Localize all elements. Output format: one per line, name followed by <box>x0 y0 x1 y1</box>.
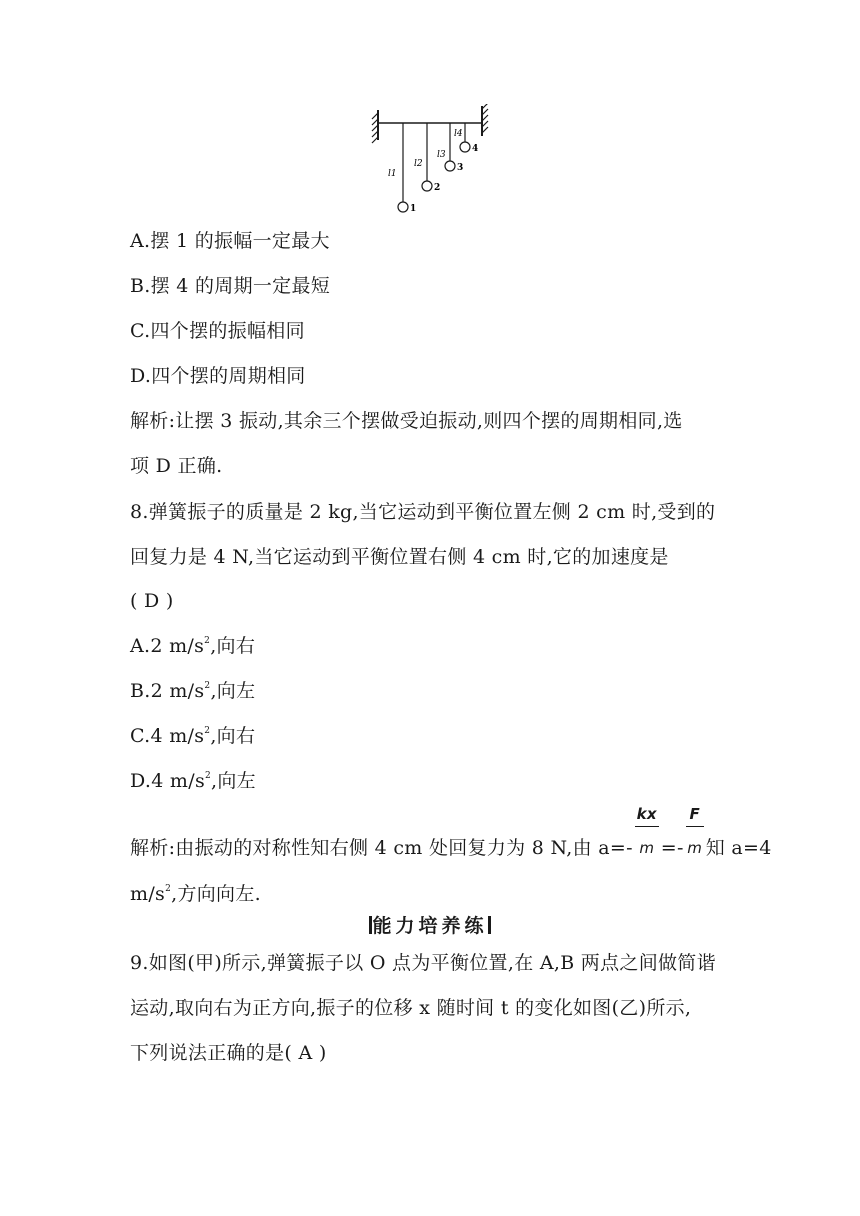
q8-stem-line1: 8.弹簧振子的质量是 2 kg,当它运动到平衡位置左侧 2 cm 时,受到的 <box>130 501 716 523</box>
q7-analysis-line1: 解析:让摆 3 振动,其余三个摆做受迫振动,则四个摆的周期相同,选 <box>130 410 683 432</box>
label-l1: l1 <box>388 169 397 179</box>
section-title <box>0 914 860 938</box>
q8-analysis-line1 <box>130 805 772 860</box>
fraction-bar <box>635 826 659 827</box>
label-l3: l3 <box>437 150 446 160</box>
bob-number-1: 1 <box>410 204 417 214</box>
q9-line3: 下列说法正确的是( A ) <box>130 1042 327 1064</box>
q8-option-a-sup: 2 <box>204 636 211 646</box>
fraction-bar <box>686 826 704 827</box>
bob-number-4: 4 <box>472 144 479 154</box>
q8-option-d <box>130 769 256 793</box>
fraction-f-numerator: F <box>689 805 701 823</box>
fraction-kx-denominator: m <box>639 839 655 857</box>
pendulum-bob-4 <box>460 142 470 152</box>
q8-analysis-unit: m/s <box>130 883 166 905</box>
q7-option-c: C.四个摆的振幅相同 <box>130 320 305 342</box>
q8-option-d-sup: 2 <box>205 771 212 781</box>
q8-option-b <box>130 679 255 703</box>
q9-line1: 9.如图(甲)所示,弹簧振子以 O 点为平衡位置,在 A,B 两点之间做简谐 <box>130 952 716 974</box>
q8-analysis-end: ,方向向左. <box>171 883 261 905</box>
q8-analysis-pre: 解析:由振动的对称性知右侧 4 cm 处回复力为 8 N,由 a=- <box>130 837 633 859</box>
q8-analysis-post: 知 a=4 <box>705 837 772 859</box>
q7-option-d: D.四个摆的周期相同 <box>130 365 306 387</box>
q8-option-b-text: B.2 m/s <box>130 680 205 702</box>
q7-analysis-line2: 项 D 正确. <box>130 455 223 477</box>
q9-line2: 运动,取向右为正方向,振子的位移 x 随时间 t 的变化如图(乙)所示, <box>130 997 692 1019</box>
pendulum-bob-3 <box>445 161 455 171</box>
q8-option-d-dir: ,向左 <box>211 770 256 792</box>
bob-number-2: 2 <box>434 183 441 193</box>
q8-option-a-dir: ,向右 <box>210 635 256 657</box>
bob-number-3: 3 <box>457 163 464 173</box>
q8-option-c-dir: ,向右 <box>210 725 256 747</box>
q8-option-c-text: C.4 m/s <box>130 725 205 747</box>
fraction-f-over-m <box>684 805 706 860</box>
q8-option-a-text: A.2 m/s <box>130 635 205 657</box>
fraction-kx-over-m <box>633 805 661 860</box>
q8-option-c-sup: 2 <box>204 726 211 736</box>
q7-option-b: B.摆 4 的周期一定最短 <box>130 275 331 297</box>
q8-option-c <box>130 724 255 748</box>
q8-option-d-text: D.4 m/s <box>130 770 205 792</box>
q7-option-a: A.摆 1 的振幅一定最大 <box>130 230 330 252</box>
label-l4: l4 <box>454 129 463 139</box>
q8-option-b-sup: 2 <box>204 681 211 691</box>
q8-answer: ( D ) <box>130 590 174 612</box>
q8-analysis-line2 <box>130 882 261 906</box>
q8-analysis-sup: 2 <box>165 884 172 894</box>
pendulum-bob-1 <box>398 202 408 212</box>
q8-analysis-mid: =- <box>660 837 684 859</box>
q8-option-b-dir: ,向左 <box>210 680 256 702</box>
fraction-f-denominator: m <box>687 839 703 857</box>
pendulum-figure <box>370 104 494 218</box>
pendulum-bob-2 <box>422 181 432 191</box>
fraction-kx-numerator: kx <box>636 805 657 823</box>
q8-stem-line2: 回复力是 4 N,当它运动到平衡位置右侧 4 cm 时,它的加速度是 <box>130 546 669 568</box>
label-l2: l2 <box>414 159 423 169</box>
q8-option-a <box>130 634 255 658</box>
section-title-right-bar <box>488 916 491 934</box>
section-title-text: 能力培养练 <box>372 915 488 937</box>
